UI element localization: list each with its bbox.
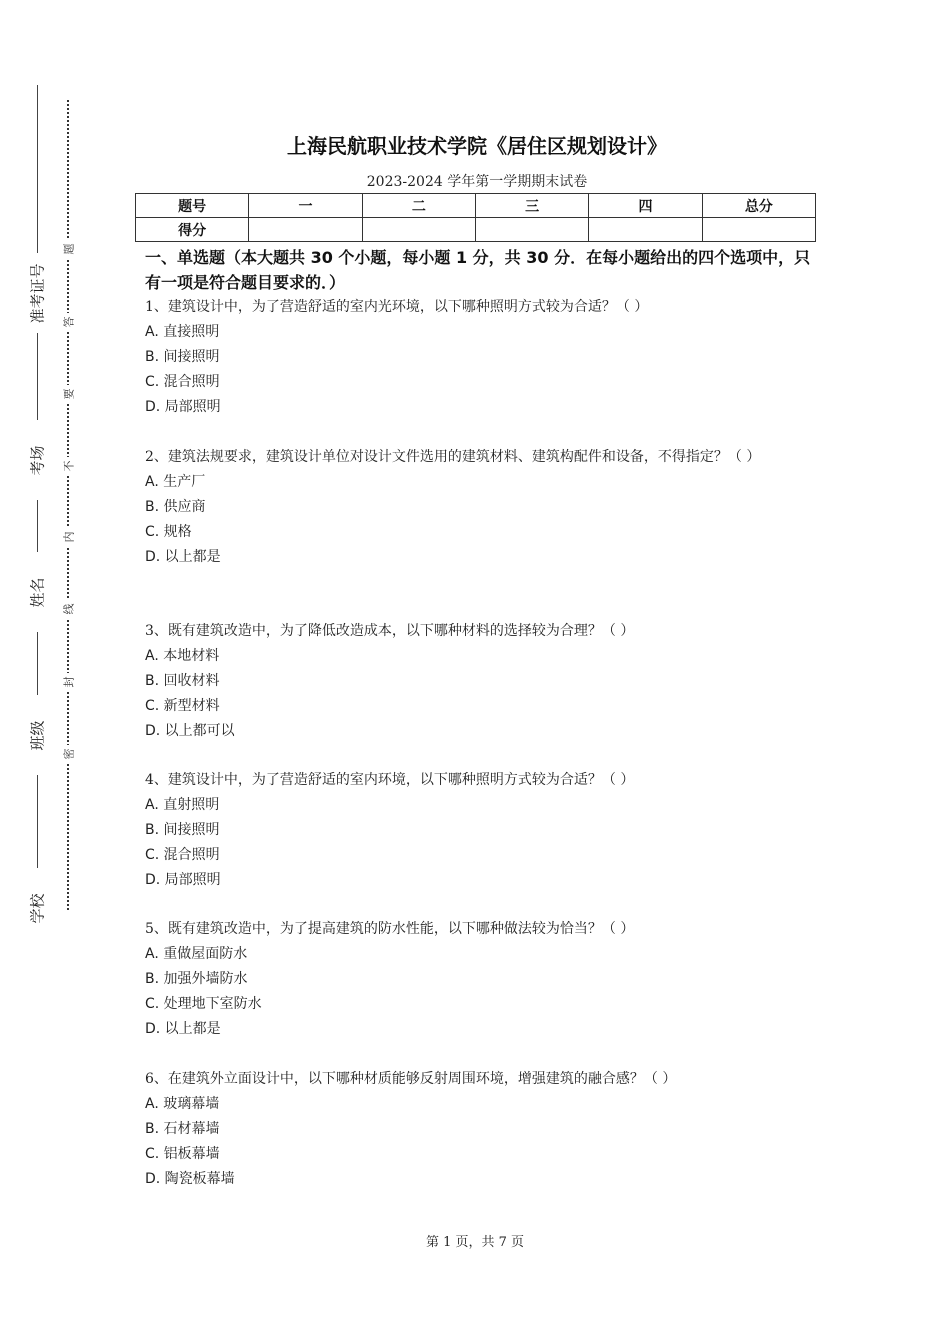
question-stem: 5、既有建筑改造中，为了提高建筑的防水性能，以下哪种做法较为恰当？（ ） [145, 921, 635, 937]
seal-char: 线 [59, 600, 77, 618]
score-row-label: 得分 [136, 218, 249, 242]
option-b: B. 供应商 [145, 499, 206, 515]
option-c: C. 新型材料 [145, 698, 220, 714]
question-stem: 2、建筑法规要求，建筑设计单位对设计文件选用的建筑材料、建筑构配件和设备，不得指定？（ ） [145, 449, 761, 465]
seal-char: 答 [59, 313, 77, 331]
field-school: 学校 [20, 868, 54, 948]
option-c: C. 混合照明 [145, 374, 220, 390]
score-cell[interactable] [475, 218, 588, 242]
question-5 [145, 917, 817, 1042]
question-3 [145, 619, 817, 744]
seal-char: 要 [59, 385, 77, 403]
seal-char: 不 [59, 457, 77, 475]
score-header-cell: 题号 [136, 194, 249, 218]
binding-margin [0, 0, 110, 1344]
score-header-cell: 四 [589, 194, 702, 218]
seal-char: 封 [59, 673, 77, 691]
option-b: B. 石材幕墙 [145, 1121, 220, 1137]
score-table [135, 193, 816, 242]
option-c: C. 混合照明 [145, 847, 220, 863]
score-cell[interactable] [702, 218, 815, 242]
score-cell[interactable] [589, 218, 702, 242]
option-c: C. 铝板幕墙 [145, 1146, 220, 1162]
score-table-score-row [136, 218, 816, 242]
seal-char: 内 [59, 528, 77, 546]
option-b: B. 加强外墙防水 [145, 971, 248, 987]
question-1 [145, 295, 817, 420]
score-header-cell: 一 [249, 194, 362, 218]
option-a: A. 玻璃幕墙 [145, 1096, 220, 1112]
question-4 [145, 768, 817, 893]
field-class: 班级 [20, 695, 54, 775]
page-number: 第 1 页，共 7 页 [425, 1235, 525, 1250]
field-name: 姓名 [20, 552, 54, 632]
binding-solid-line [37, 85, 38, 930]
field-exam-number: 准考证号 [20, 253, 54, 333]
score-cell[interactable] [362, 218, 475, 242]
option-c: C. 规格 [145, 524, 192, 540]
score-header-cell: 二 [362, 194, 475, 218]
score-cell[interactable] [249, 218, 362, 242]
option-d: D. 以上都是 [145, 549, 221, 565]
section-heading: 一、单选题（本大题共 30 个小题，每小题 1 分，共 30 分．在每小题给出的四个选项中，只有一项是符合题目要求的．） [145, 248, 811, 292]
option-d: D. 局部照明 [145, 872, 221, 888]
option-a: A. 直接照明 [145, 324, 220, 340]
question-6 [145, 1067, 817, 1192]
question-2 [145, 445, 817, 570]
seal-char: 密 [59, 745, 77, 763]
exam-title: 上海民航职业技术学院《居住区规划设计》 [287, 134, 667, 158]
option-d: D. 局部照明 [145, 399, 221, 415]
binding-dotted-line [67, 100, 69, 910]
option-d: D. 陶瓷板幕墙 [145, 1171, 235, 1187]
option-a: A. 直射照明 [145, 797, 220, 813]
score-table-header-row [136, 194, 816, 218]
score-header-cell: 总分 [702, 194, 815, 218]
option-b: B. 回收材料 [145, 673, 220, 689]
question-stem: 3、既有建筑改造中，为了降低改造成本，以下哪种材料的选择较为合理？（ ） [145, 623, 635, 639]
option-a: A. 本地材料 [145, 648, 220, 664]
option-b: B. 间接照明 [145, 349, 220, 365]
option-a: A. 重做屋面防水 [145, 946, 248, 962]
field-exam-room: 考场 [20, 420, 54, 500]
option-a: A. 生产厂 [145, 474, 206, 490]
question-stem: 6、在建筑外立面设计中，以下哪种材质能够反射周围环境，增强建筑的融合感？（ ） [145, 1071, 677, 1087]
seal-char: 题 [59, 240, 77, 258]
option-b: B. 间接照明 [145, 822, 220, 838]
option-c: C. 处理地下室防水 [145, 996, 262, 1012]
exam-subtitle: 2023-2024 学年第一学期期末试卷 [366, 174, 588, 190]
option-d: D. 以上都是 [145, 1021, 221, 1037]
score-header-cell: 三 [475, 194, 588, 218]
question-stem: 1、建筑设计中，为了营造舒适的室内光环境，以下哪种照明方式较为合适？（ ） [145, 299, 649, 315]
option-d: D. 以上都可以 [145, 723, 235, 739]
question-stem: 4、建筑设计中，为了营造舒适的室内环境，以下哪种照明方式较为合适？（ ） [145, 772, 635, 788]
